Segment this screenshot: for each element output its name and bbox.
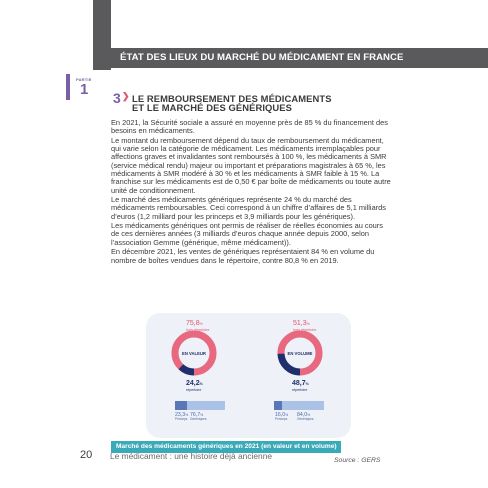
donut-2-bar-label-princeps <box>275 412 288 421</box>
donut-2-top-sub: hors répertoire <box>293 328 317 332</box>
donut-1-split-bar <box>175 401 225 410</box>
donut-1-center-label: EN VALEUR <box>182 351 206 356</box>
donut-2-top-value: 51,3 <box>293 320 307 327</box>
donut-1-bottom-value: 24,2 <box>186 380 200 387</box>
section-number: 3 <box>113 90 121 106</box>
donut-2-bottom-unit: % <box>305 382 309 386</box>
donut-1-bottom-sub: répertoire <box>186 388 202 392</box>
paragraph: Le montant du remboursement dépend du taux de remboursement du médicament, qui varie selon la catégorie de médicament. Les médicaments irremplaçables pour affections graves et invalidantes sont remboursés à 100 %, les médicaments à SMR (service médical rendu) majeur ou important et préparations magistrales à 65 %, les médicaments à SMR modéré à 30 % et les médicaments à SMR faible à 15 %. La franchise sur les médicaments est de 0,50 € par boîte de médicaments ou toute autre unité de conditionnement. <box>111 135 391 195</box>
chapter-title: ÉTAT DES LIEUX DU MARCHÉ DU MÉDICAMENT EN FRANCE <box>120 52 404 63</box>
donut-1-bar-generiques <box>187 401 225 410</box>
donut-1-top-unit: % <box>199 322 203 326</box>
donut-1-bottom-unit: % <box>199 382 203 386</box>
donut-2-bar-generiques-sub: Génériques <box>297 417 314 421</box>
donut-2-bottom-label <box>292 380 309 392</box>
donut-2-bar-generiques-value: 84,0 <box>297 412 308 418</box>
donut-2-bottom-sub: répertoire <box>292 388 308 392</box>
donut-1-bottom-label <box>186 380 203 392</box>
donut-2-bar-generiques <box>282 401 324 410</box>
infographic-source: Source : GERS <box>334 457 381 464</box>
donut-1-top-sub: hors répertoire <box>186 328 210 332</box>
donut-1-bar-label-princeps <box>175 412 188 421</box>
donut-1-bar-princeps-value: 23,3 <box>175 412 186 418</box>
part-number: 1 <box>80 81 89 98</box>
body-text <box>111 119 393 266</box>
part-label: PARTIE <box>76 77 92 82</box>
donut-2-bar-label-generiques <box>297 412 313 421</box>
infographic-caption: Marché des médicaments génériques en 2021 (en valeur et en volume) <box>116 443 337 450</box>
donut-1-bar-princeps-unit: % <box>185 413 189 417</box>
paragraph: Les médicaments génériques ont permis de réaliser de réelles économies au cours de ces dernières années (3 milliards d’euros chaque année depuis 2000, selon l’association Gemme (générique, même médicament)). <box>111 221 383 247</box>
section-title <box>132 94 392 112</box>
donut-1-bar-princeps-sub: Princeps <box>175 417 188 421</box>
donut-1-bar-label-generiques <box>190 412 206 421</box>
section-title-line-2: ET LE MARCHÉ DES GÉNÉRIQUES <box>132 102 293 114</box>
donut-2-bar-princeps <box>274 401 282 410</box>
donut-2-bar-princeps-sub: Princeps <box>275 417 288 421</box>
donut-2-bar-princeps-unit: % <box>285 413 289 417</box>
donut-2-bar-generiques-unit: % <box>307 413 311 417</box>
donut-2-bar-princeps-value: 16,0 <box>275 412 286 418</box>
paragraph: En décembre 2021, les ventes de génériques représentaient 84 % en volume du nombre de boîtes vendues dans le répertoire, contre 80,8 % en 2019. <box>111 247 375 265</box>
donut-1-bar-generiques-value: 76,7 <box>190 412 201 418</box>
donut-2-split-bar <box>274 401 324 410</box>
donut-1-top-value: 75,8 <box>186 320 200 327</box>
page-number: 20 <box>80 449 93 461</box>
paragraph: En 2021, la Sécurité sociale a assuré en moyenne près de 85 % du financement des besoins en médicaments. <box>111 118 388 136</box>
donut-1-bar-generiques-sub: Génériques <box>190 417 207 421</box>
donut-1-bar-princeps <box>175 401 187 410</box>
donut-2-bottom-value: 48,7 <box>292 380 306 387</box>
footer-book-title: Le médicament : une histoire déjà ancienne <box>110 451 273 461</box>
donut-2-top-unit: % <box>306 322 310 326</box>
paragraph: Le marché des médicaments génériques représente 24 % du marché des médicaments remboursables. Ceci correspond à un chiffre d’affaires de 5,1 milliards d’euros (1,2 milliard pour les princeps et 3,9 milliards pour les génériques). <box>111 195 386 221</box>
section-mark-icon: ❯ <box>122 91 130 101</box>
donut-2-center-label: EN VOLUME <box>287 351 313 356</box>
section-title-line-1: LE REMBOURSEMENT DES MÉDICAMENTS <box>132 93 332 104</box>
donut-1-bar-generiques-unit: % <box>200 413 204 417</box>
